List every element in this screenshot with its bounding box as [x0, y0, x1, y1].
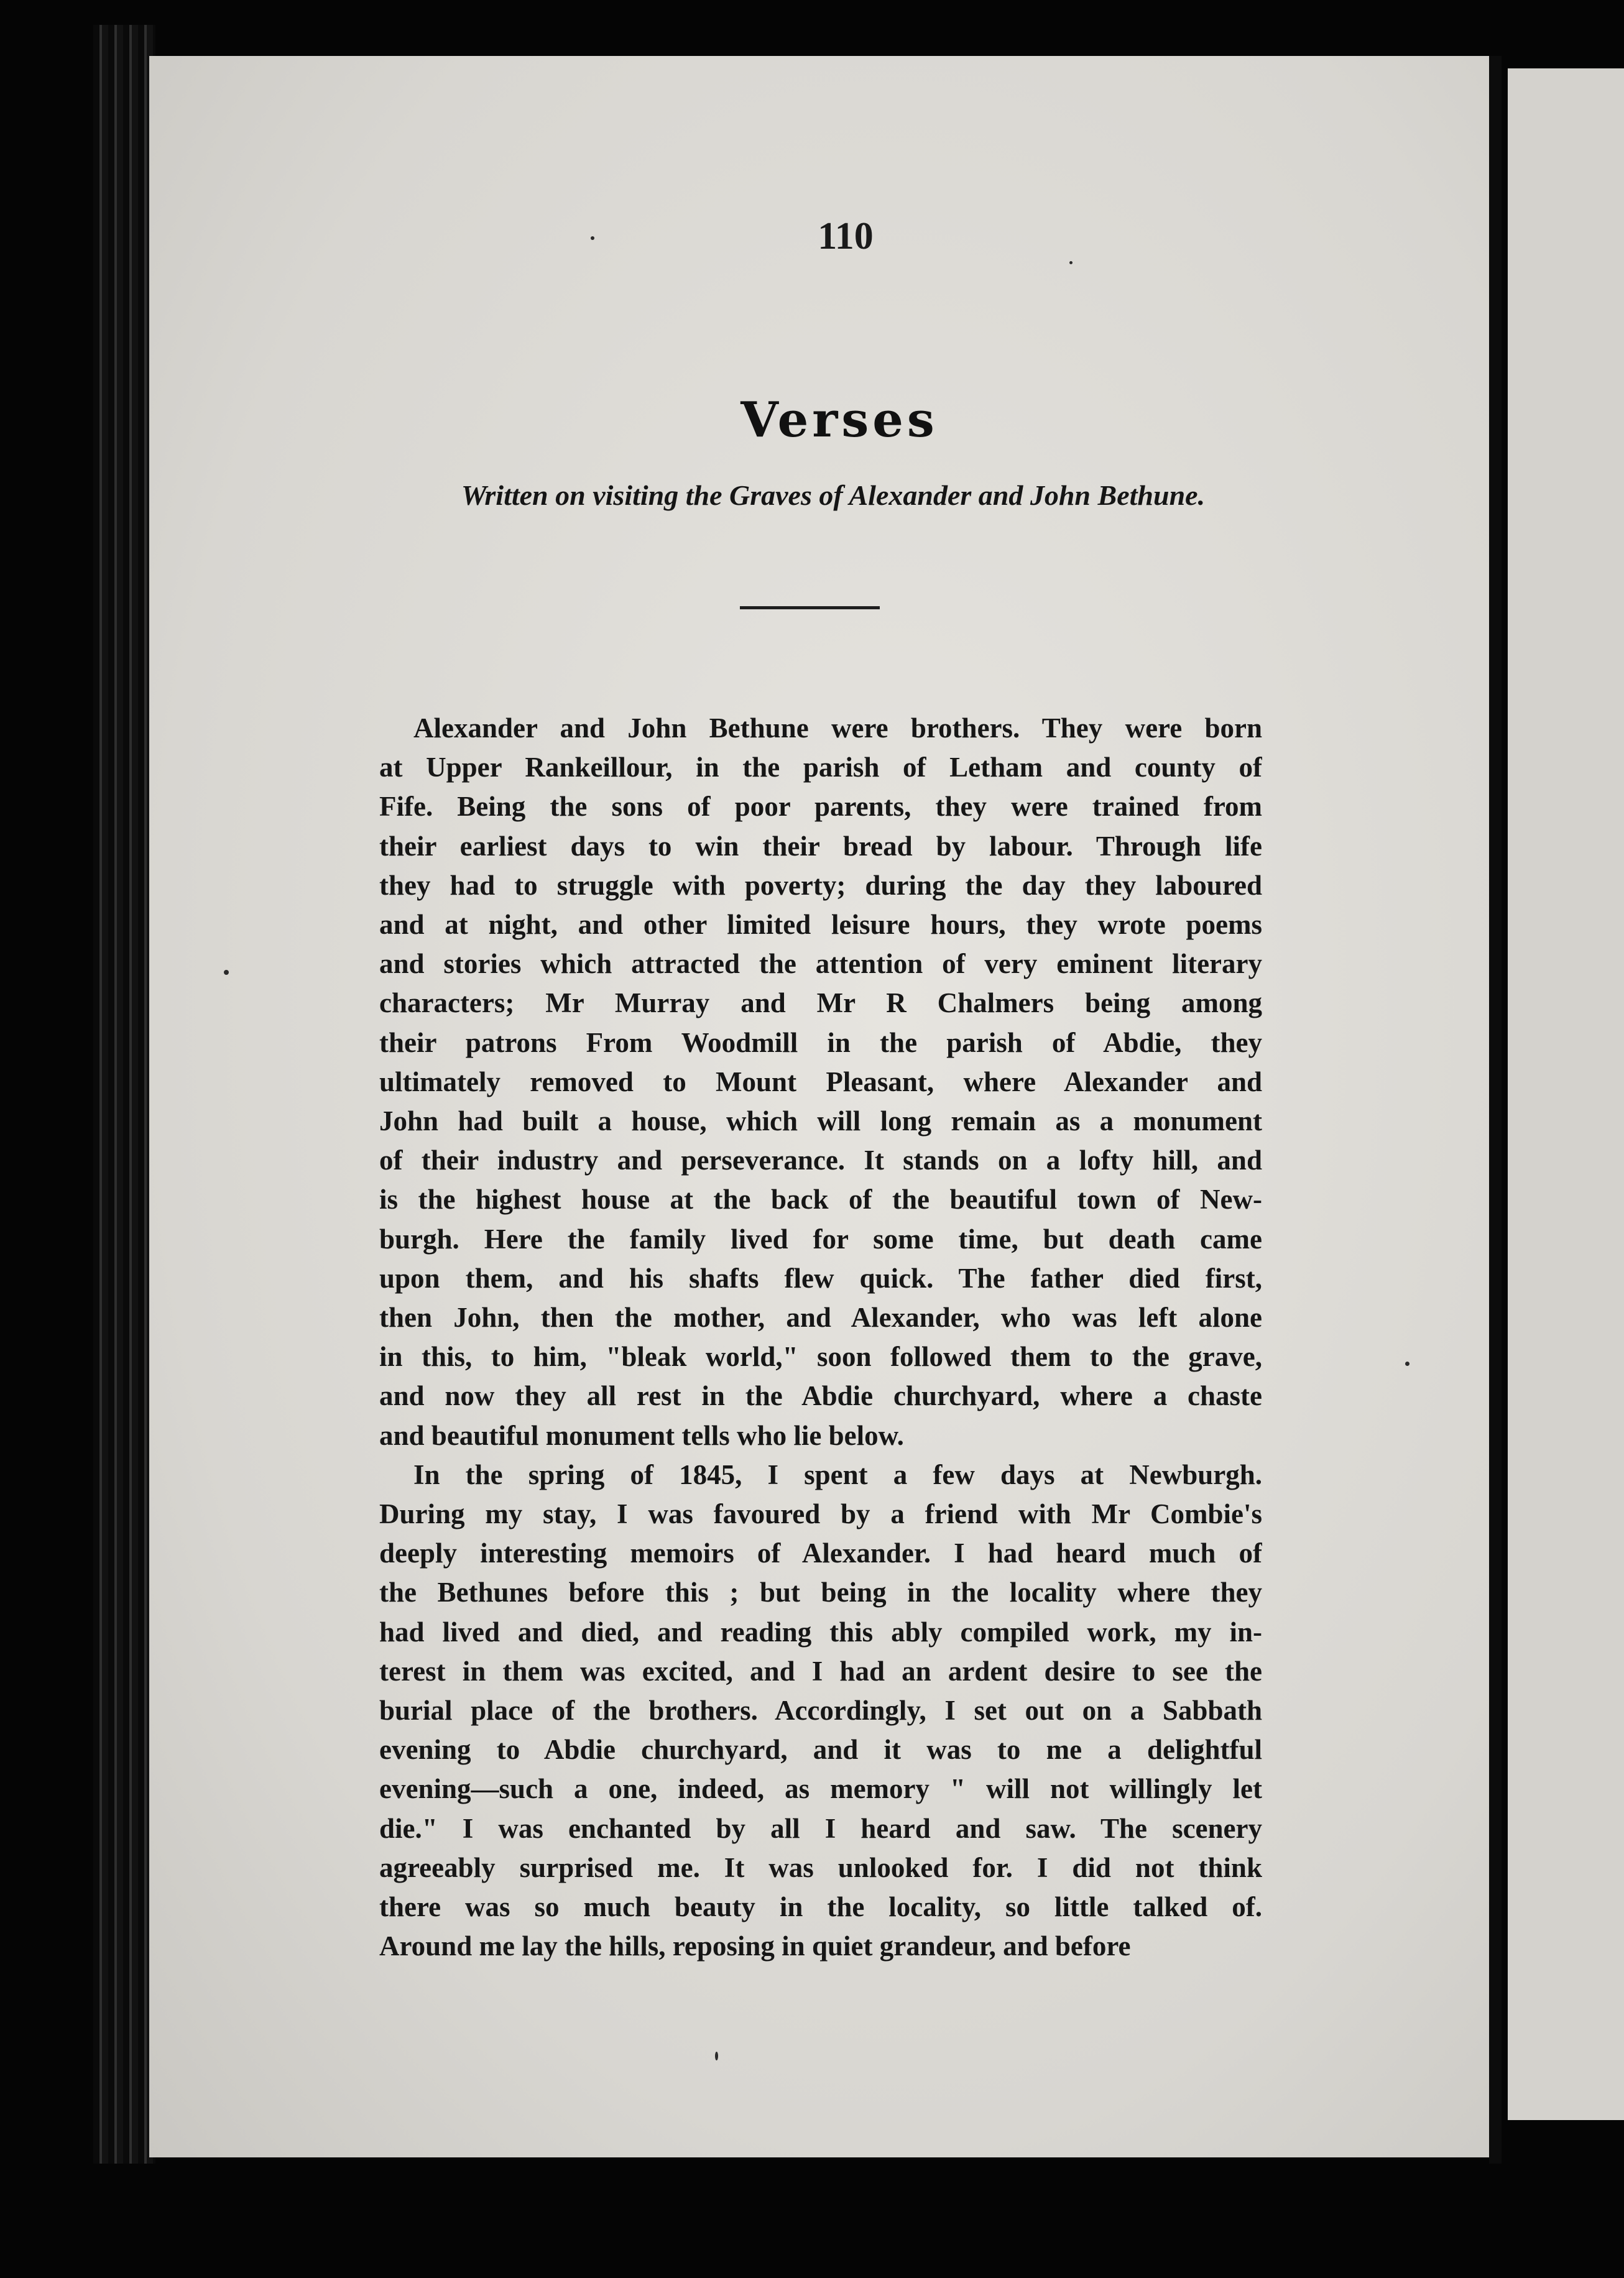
text-line: agreeably surprised me. It was unlooked for. I did not think: [379, 1851, 1262, 1883]
text-line: Around me lay the hills, reposing in quiet grandeur, and before: [379, 1930, 1131, 1962]
text-line: upon them, and his shafts flew quick. The father died first,: [379, 1262, 1262, 1294]
text-line: there was so much beauty in the locality, so little talked of.: [379, 1891, 1262, 1923]
text-line: their earliest days to win their bread by labour. Through life: [379, 830, 1262, 862]
body-text: [379, 709, 1262, 1967]
text-line: terest in them was excited, and I had an ardent desire to see the: [379, 1655, 1262, 1687]
text-line: of their industry and perseverance. It stands on a lofty hill, and: [379, 1145, 1262, 1176]
text-line: they had to struggle with poverty; during the day they laboured: [379, 869, 1262, 901]
print-speck: [1405, 1362, 1409, 1366]
text-line: in this, to him, "bleak world," soon followed them to the grave,: [379, 1341, 1262, 1373]
text-line: and at night, and other limited leisure hours, they wrote poems: [379, 909, 1262, 941]
print-speck: [715, 2052, 718, 2060]
text-line: burgh. Here the family lived for some time, but death came: [379, 1223, 1262, 1255]
print-speck: [591, 236, 594, 240]
text-line: and beautiful monument tells who lie below.: [379, 1419, 904, 1451]
text-line: characters; Mr Murray and Mr R Chalmers being among: [379, 987, 1262, 1019]
text-line: deeply interesting memoirs of Alexander. I had heard much of: [379, 1538, 1262, 1569]
adjacent-page-edge: [1508, 68, 1624, 2120]
print-speck: [1069, 261, 1073, 264]
text-line: and now they all rest in the Abdie churchyard, where a chaste: [379, 1380, 1262, 1412]
page-number: 110: [818, 215, 874, 257]
page-title: Verses: [740, 392, 938, 448]
title-rule: [740, 606, 880, 609]
text-line: at Upper Rankeillour, in the parish of Letham and county of: [379, 752, 1262, 783]
book-binding-edge: [93, 25, 155, 2164]
text-line: and stories which attracted the attention of very eminent literary: [379, 948, 1262, 980]
page-gutter-shadow: [1489, 56, 1502, 2164]
text-line: During my stay, I was favoured by a friend with Mr Combie's: [379, 1498, 1262, 1530]
text-line: John had built a house, which will long remain as a monument: [379, 1105, 1262, 1137]
text-line: In the spring of 1845, I spent a few days at Newburgh.: [413, 1459, 1262, 1490]
text-line: die." I was enchanted by all I heard and saw. The scenery: [379, 1812, 1262, 1844]
text-line: had lived and died, and reading this ably compiled work, my in-: [379, 1616, 1262, 1648]
text-line: their patrons From Woodmill in the parish of Abdie, they: [379, 1026, 1262, 1058]
page-subtitle: Written on visiting the Graves of Alexander and John Bethune.: [461, 479, 1206, 511]
text-line: is the highest house at the back of the beautiful town of New-: [379, 1184, 1262, 1215]
text-line: burial place of the brothers. Accordingly, I set out on a Sabbath: [379, 1695, 1262, 1727]
text-line: the Bethunes before this ; but being in the locality where they: [379, 1577, 1262, 1608]
print-speck: [224, 970, 229, 975]
text-line: evening to Abdie churchyard, and it was to me a delightful: [379, 1734, 1262, 1766]
text-line: Fife. Being the sons of poor parents, they were trained from: [379, 791, 1262, 823]
text-line: ultimately removed to Mount Pleasant, where Alexander and: [379, 1066, 1262, 1097]
text-line: then John, then the mother, and Alexander, who was left alone: [379, 1302, 1262, 1334]
text-line: Alexander and John Bethune were brothers. They were born: [413, 712, 1262, 744]
text-line: evening—such a one, indeed, as memory " will not willingly let: [379, 1773, 1262, 1805]
